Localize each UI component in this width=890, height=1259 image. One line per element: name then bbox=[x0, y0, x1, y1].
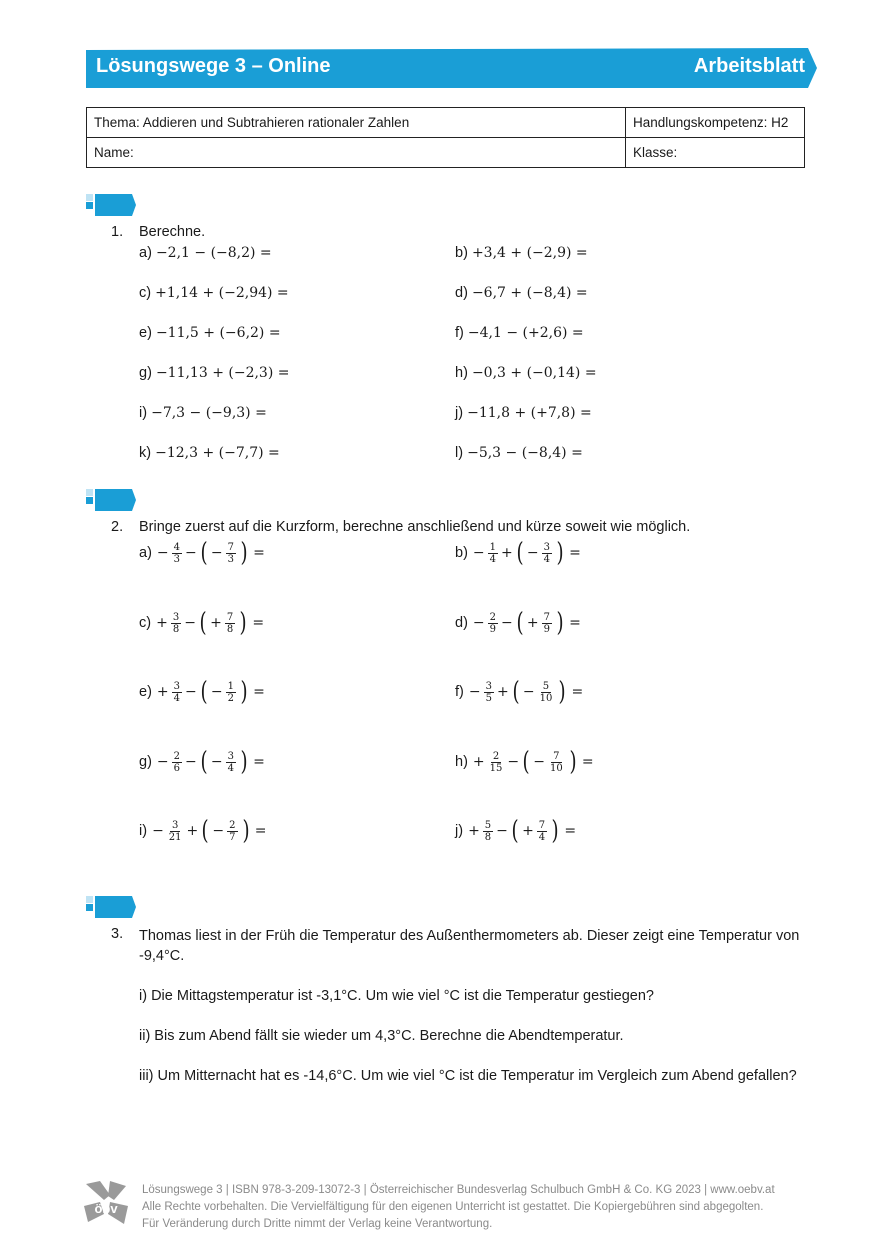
task3-intro: Thomas liest in der Früh die Temperatur des Außenthermometers ab. Dieser zeigt eine Temperatur von -9,4°C. bbox=[139, 928, 800, 964]
task1-item-c: c) +1,14 + (−2,94) = bbox=[139, 285, 289, 301]
task1-item-a: a) −2,1 − (−8,2) = bbox=[139, 245, 272, 261]
task2-number: 2. bbox=[111, 519, 124, 535]
task1-item-j: j) −11,8 + (+7,8) = bbox=[455, 405, 592, 421]
task1-item-f: f) −4,1 − (+2,6) = bbox=[455, 325, 584, 341]
name-field[interactable]: Name: bbox=[87, 138, 626, 168]
task2-item-e: e) + $\frac{3}{4}$ − ( − $\frac{1}{2}$ ) = bbox=[139, 677, 265, 707]
topic-cell: Thema: Addieren und Subtrahieren rationaler Zahlen bbox=[87, 108, 626, 138]
task3-question-2: ii) Bis zum Abend fällt sie wieder um 4,3°C. Berechne die Abendtemperatur. bbox=[139, 1028, 624, 1044]
task1-item-e: e) −11,5 + (−6,2) = bbox=[139, 325, 281, 341]
competence-cell: Handlungskompetenz: H2 bbox=[626, 108, 805, 138]
section-marker-2 bbox=[86, 489, 136, 511]
page-title: Lösungswege 3 – Online bbox=[96, 55, 331, 77]
task2-item-g: g) − $\frac{2}{6}$ − ( − $\frac{3}{4}$ ) = bbox=[139, 747, 265, 777]
section-marker-1 bbox=[86, 194, 136, 216]
section-marker-3 bbox=[86, 896, 136, 918]
footer-line-1: Lösungswege 3 | ISBN 978-3-209-13072-3 | Österreichischer Bundesverlag Schulbuch GmbH & Co. KG 2023 | www.oebv.at bbox=[142, 1184, 775, 1196]
document-type: Arbeitsblatt bbox=[693, 55, 805, 77]
header-banner bbox=[86, 48, 817, 88]
task2-item-d: d) − $\frac{2}{9}$ − ( + $\frac{7}{9}$ ) = bbox=[455, 608, 581, 638]
task3-question-1: i) Die Mittagstemperatur ist -3,1°C. Um wie viel °C ist die Temperatur gestiegen? bbox=[139, 988, 654, 1004]
task2-item-f: f) − $\frac{3}{5}$ + ( − $\frac{5}{10}$ ) = bbox=[455, 677, 584, 707]
task1-item-g: g) −11,13 + (−2,3) = bbox=[139, 365, 290, 381]
task1-item-b: b) +3,4 + (−2,9) = bbox=[455, 245, 588, 261]
meta-table bbox=[86, 107, 805, 168]
task1-item-d: d) −6,7 + (−8,4) = bbox=[455, 285, 588, 301]
task2-item-a: a) − $\frac{4}{3}$ − ( − $\frac{7}{3}$ ) = bbox=[139, 538, 265, 568]
class-field[interactable]: Klasse: bbox=[626, 138, 805, 168]
task2-item-b: b) − $\frac{1}{4}$ + ( − $\frac{3}{4}$ ) = bbox=[455, 538, 581, 568]
footer-text bbox=[142, 1182, 775, 1233]
task1-item-k: k) −12,3 + (−7,7) = bbox=[139, 445, 280, 461]
task2-item-c: c) + $\frac{3}{8}$ − ( + $\frac{7}{8}$ ) = bbox=[139, 608, 265, 638]
task2-item-i: i) − $\frac{3}{21}$ + ( − $\frac{2}{7}$ ) = bbox=[139, 816, 267, 846]
footer-line-3: Für Veränderung durch Dritte nimmt der Verlag keine Verantwortung. bbox=[142, 1218, 493, 1230]
task1-item-l: l) −5,3 − (−8,4) = bbox=[455, 445, 583, 461]
publisher-logo bbox=[80, 1178, 132, 1232]
svg-text:öbv: öbv bbox=[94, 1201, 118, 1216]
task3-question-3: iii) Um Mitternacht hat es -14,6°C. Um wie viel °C ist die Temperatur im Vergleich zum Abend gefallen? bbox=[139, 1068, 797, 1084]
task1-item-h: h) −0,3 + (−0,14) = bbox=[455, 365, 597, 381]
task2-item-j: j) + $\frac{5}{8}$ − ( + $\frac{7}{4}$ ) = bbox=[455, 816, 577, 846]
task1-instruction: Berechne. bbox=[139, 224, 206, 240]
task2-instruction: Bringe zuerst auf die Kurzform, berechne anschließend und kürze soweit wie möglich. bbox=[139, 519, 691, 535]
task1-number: 1. bbox=[111, 224, 124, 240]
task2-item-h: h) + $\frac{2}{15}$ − ( − $\frac{7}{10}$ ) = bbox=[455, 747, 594, 777]
footer-line-2: Alle Rechte vorbehalten. Die Vervielfältigung für den eigenen Unterricht ist gestattet. Die Kopiergebühren sind abgegolten. bbox=[142, 1201, 764, 1213]
task3-number: 3. bbox=[111, 926, 124, 942]
task1-item-i: i) −7,3 − (−9,3) = bbox=[139, 405, 267, 421]
